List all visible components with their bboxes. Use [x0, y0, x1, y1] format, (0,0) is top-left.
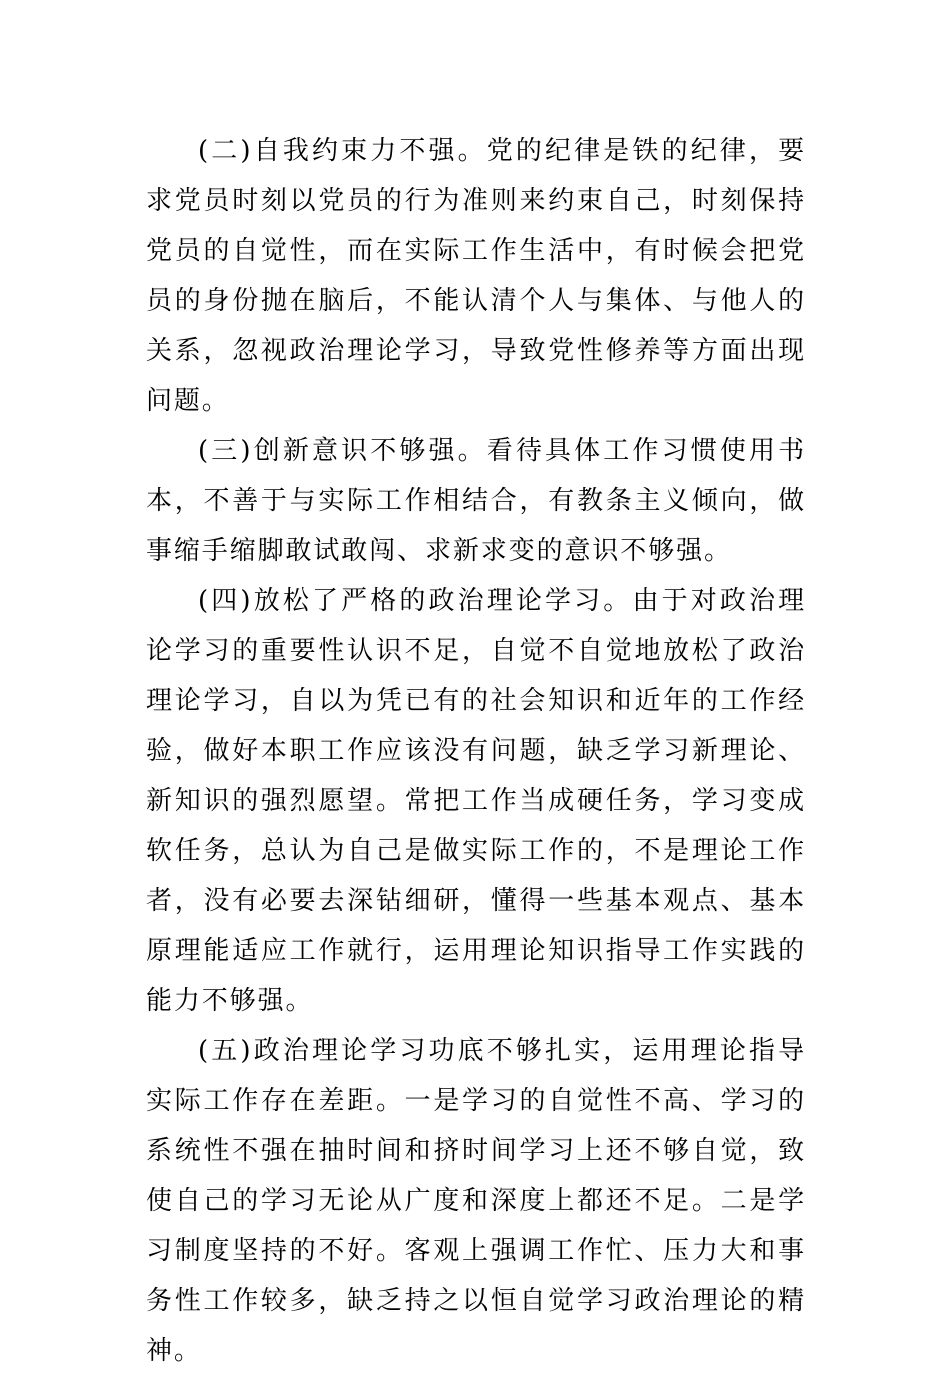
paragraph-heading: (五)政治理论学习功底不够扎实，: [198, 1036, 633, 1066]
paragraph-theory-study: [146, 576, 806, 1026]
paragraph-heading: (四)放松了严格的政治理论学习。: [198, 586, 633, 616]
document-body: [146, 126, 806, 1376]
paragraph-text: 看待具体工作习惯使用书本，不善于与实际工作相结合，有教条主义倾向，做事缩手缩脚敢试敢闯、求新求变的意识不够强。: [146, 436, 807, 566]
paragraph-text: 党的纪律是铁的纪律，要求党员时刻以党员的行为准则来约束自己，时刻保持党员的自觉性，而在实际工作生活中，有时候会把党员的身份抛在脑后，不能认清个人与集体、与他人的关系，忽视政治理论学习，导致党性修养等方面出现问题。: [146, 136, 807, 416]
paragraph-innovation: [146, 426, 806, 576]
paragraph-self-discipline: [146, 126, 806, 426]
paragraph-text: 运用理论指导实际工作存在差距。一是学习的自觉性不高、学习的系统性不强在抽时间和挤时间学习上还不够自觉，致使自己的学习无论从广度和深度上都还不足。二是学习制度坚持的不好。客观上强调工作忙、压力大和事务性工作较多，缺乏持之以恒自觉学习政治理论的精神。: [146, 1036, 807, 1366]
paragraph-theory-foundation: [146, 1026, 806, 1376]
paragraph-heading: (二)自我约束力不强。: [198, 136, 487, 166]
paragraph-heading: (三)创新意识不够强。: [198, 436, 487, 466]
paragraph-text: 由于对政治理论学习的重要性认识不足，自觉不自觉地放松了政治理论学习，自以为凭已有的社会知识和近年的工作经验，做好本职工作应该没有问题，缺乏学习新理论、新知识的强烈愿望。常把工作当成硬任务，学习变成软任务，总认为自己是做实际工作的，不是理论工作者，没有必要去深钻细研，懂得一些基本观点、基本原理能适应工作就行，运用理论知识指导工作实践的能力不够强。: [146, 586, 807, 1016]
